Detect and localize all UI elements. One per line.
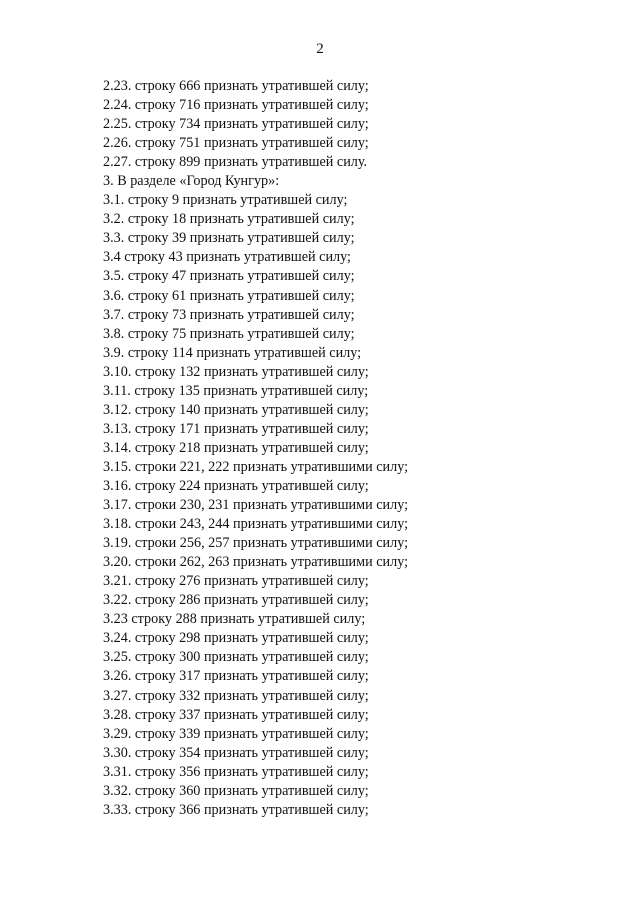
list-item: 3.2. строку 18 признать утратившей силу; bbox=[103, 211, 355, 228]
list-item: 3.23 строку 288 признать утратившей силу; bbox=[103, 611, 366, 628]
list-item: 3.20. строки 262, 263 признать утратившими силу; bbox=[103, 554, 409, 571]
list-item: 3.12. строку 140 признать утратившей силу; bbox=[103, 401, 369, 418]
list-item: 3.14. строку 218 признать утратившей силу; bbox=[103, 439, 369, 456]
list-item: 3.24. строку 298 признать утратившей силу; bbox=[103, 630, 369, 647]
list-item: 3.1. строку 9 признать утратившей силу; bbox=[103, 192, 348, 209]
list-item: 3.6. строку 61 признать утратившей силу; bbox=[103, 287, 355, 304]
list-item: 3.3. строку 39 признать утратившей силу; bbox=[103, 230, 355, 247]
list-item: 2.27. строку 899 признать утратившей силу. bbox=[103, 154, 368, 171]
list-item: 2.25. строку 734 признать утратившей силу; bbox=[103, 116, 369, 133]
page-number: 2 bbox=[316, 41, 324, 57]
list-item: 3.16. строку 224 признать утратившей силу; bbox=[103, 477, 369, 494]
list-item: 3.4 строку 43 признать утратившей силу; bbox=[103, 249, 351, 266]
list-item: 3.26. строку 317 признать утратившей силу; bbox=[103, 668, 369, 685]
list-item: 3.5. строку 47 признать утратившей силу; bbox=[103, 268, 355, 285]
list-item: 3.15. строки 221, 222 признать утратившими силу; bbox=[103, 458, 409, 475]
list-item: 3.25. строку 300 признать утратившей силу; bbox=[103, 649, 369, 666]
list-item: 3.18. строки 243, 244 признать утратившими силу; bbox=[103, 516, 409, 533]
list-item: 3.33. строку 366 признать утратившей силу; bbox=[103, 801, 369, 818]
amendment-list bbox=[103, 77, 603, 820]
list-item: 3.29. строку 339 признать утратившей силу; bbox=[103, 725, 369, 742]
list-item: 3.7. строку 73 признать утратившей силу; bbox=[103, 306, 355, 323]
list-item: 2.23. строку 666 признать утратившей силу; bbox=[103, 78, 369, 94]
list-item: 3. В разделе «Город Кунгур»: bbox=[103, 173, 280, 190]
list-item: 3.28. строку 337 признать утратившей силу; bbox=[103, 706, 369, 723]
list-item: 2.26. строку 751 признать утратившей силу; bbox=[103, 135, 369, 152]
list-item: 3.32. строку 360 признать утратившей силу; bbox=[103, 782, 369, 799]
list-item: 3.19. строки 256, 257 признать утратившими силу; bbox=[103, 535, 409, 552]
list-item: 3.30. строку 354 признать утратившей силу; bbox=[103, 744, 369, 761]
list-item: 3.22. строку 286 признать утратившей силу; bbox=[103, 592, 369, 609]
list-item: 3.27. строку 332 признать утратившей силу; bbox=[103, 687, 369, 704]
list-item: 3.13. строку 171 признать утратившей силу; bbox=[103, 420, 369, 437]
list-item: 3.10. строку 132 признать утратившей силу; bbox=[103, 363, 369, 380]
list-item: 3.17. строки 230, 231 признать утратившими силу; bbox=[103, 497, 409, 514]
list-item: 2.24. строку 716 признать утратившей силу; bbox=[103, 97, 369, 114]
list-item: 3.9. строку 114 признать утратившей силу; bbox=[103, 344, 362, 361]
list-item: 3.8. строку 75 признать утратившей силу; bbox=[103, 325, 355, 342]
list-item: 3.11. строку 135 признать утратившей силу; bbox=[103, 382, 369, 399]
list-item: 3.21. строку 276 признать утратившей силу; bbox=[103, 573, 369, 590]
list-item: 3.31. строку 356 признать утратившей силу; bbox=[103, 763, 369, 780]
